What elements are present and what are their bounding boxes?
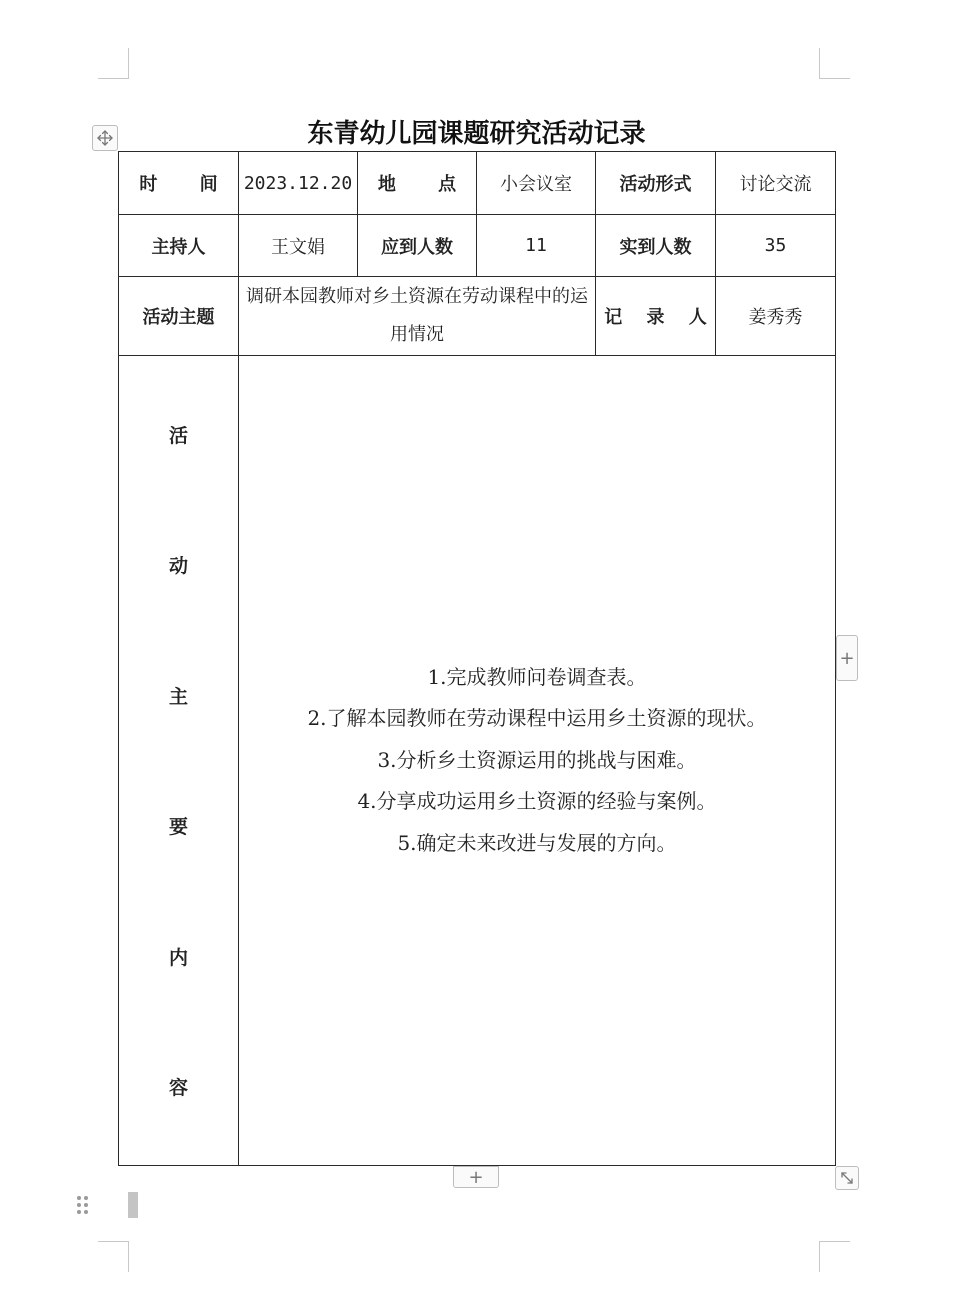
- time-label: 时 间: [139, 174, 236, 195]
- form-label-cell[interactable]: [596, 152, 716, 215]
- table-row-topic-recorder: [119, 277, 836, 356]
- place-value: 小会议室: [500, 174, 572, 195]
- place-value-cell[interactable]: [477, 152, 596, 215]
- list-item: 1.完成教师问卷调查表。: [427, 664, 647, 689]
- recorder-value-cell[interactable]: [716, 277, 836, 356]
- actual-count-value: 35: [764, 235, 787, 256]
- content-body-cell[interactable]: [239, 356, 836, 1166]
- recorder-label-cell[interactable]: [596, 277, 716, 356]
- page-corner-mark-bottom-left: [98, 1241, 129, 1272]
- time-label-cell[interactable]: [119, 152, 239, 215]
- content-label-vertical: [119, 421, 238, 1101]
- form-value: 讨论交流: [739, 174, 812, 195]
- list-item: 4.分享成功运用乡土资源的经验与案例。: [357, 789, 717, 814]
- host-value: 王文娟: [271, 236, 325, 258]
- time-value-cell[interactable]: [239, 152, 358, 215]
- recorder-value: 姜秀秀: [748, 307, 803, 328]
- document-title: 东青幼儿园课题研究活动记录: [307, 119, 646, 149]
- form-value-cell[interactable]: [716, 152, 836, 215]
- page-corner-mark-bottom-right: [819, 1241, 850, 1272]
- expected-count-label: 应到人数: [381, 236, 453, 258]
- content-label-char: 内: [168, 946, 188, 969]
- content-label-cell[interactable]: [119, 356, 239, 1166]
- content-label-char: 动: [168, 555, 188, 578]
- content-label-char: 容: [168, 1077, 188, 1100]
- expected-count-value-cell[interactable]: [477, 215, 596, 277]
- place-label: 地 点: [377, 174, 475, 195]
- topic-value: 调研本园教师对乡土资源在劳动课程中的运用情况: [246, 286, 588, 345]
- form-label: 活动形式: [619, 174, 692, 195]
- table-move-handle[interactable]: [92, 125, 118, 151]
- actual-count-value-cell[interactable]: [716, 215, 836, 277]
- table-row-host-attendance: [119, 215, 836, 277]
- place-label-cell[interactable]: [358, 152, 477, 215]
- time-value: 2023.12.20: [243, 172, 353, 194]
- topic-label: 活动主题: [142, 307, 215, 328]
- table-row-main-content: [119, 356, 836, 1166]
- text-cursor: [128, 1192, 138, 1218]
- content-label-char: 要: [168, 816, 188, 839]
- host-label: 主持人: [151, 236, 206, 258]
- host-value-cell[interactable]: [239, 215, 358, 277]
- topic-value-cell[interactable]: [239, 277, 596, 356]
- resize-diagonal-icon: [840, 1171, 854, 1185]
- add-column-button[interactable]: +: [836, 635, 858, 681]
- topic-label-cell[interactable]: [119, 277, 239, 356]
- expected-count-value: 11: [525, 235, 547, 256]
- content-list: [239, 657, 835, 865]
- table-resize-handle[interactable]: [835, 1166, 859, 1190]
- expected-count-label-cell[interactable]: [358, 215, 477, 277]
- recorder-label: 记 录 人: [604, 307, 716, 328]
- add-row-button[interactable]: +: [453, 1166, 499, 1188]
- page-corner-mark-top-right: [819, 48, 850, 79]
- table-row-time-place: [119, 152, 836, 215]
- content-label-char: 主: [168, 685, 188, 708]
- content-label-char: 活: [168, 424, 188, 447]
- actual-count-label: 实到人数: [619, 236, 692, 258]
- activity-record-table[interactable]: [118, 151, 836, 1166]
- move-arrows-icon: [96, 129, 114, 147]
- list-item: 2.了解本园教师在劳动课程中运用乡土资源的现状。: [307, 706, 767, 731]
- actual-count-label-cell[interactable]: [596, 215, 716, 277]
- list-item: 5.确定未来改进与发展的方向。: [397, 830, 677, 855]
- page-corner-mark-top-left: [98, 48, 129, 79]
- paragraph-drag-handle-icon[interactable]: [77, 1196, 89, 1216]
- host-label-cell[interactable]: [119, 215, 239, 277]
- list-item: 3.分析乡土资源运用的挑战与困难。: [377, 747, 697, 772]
